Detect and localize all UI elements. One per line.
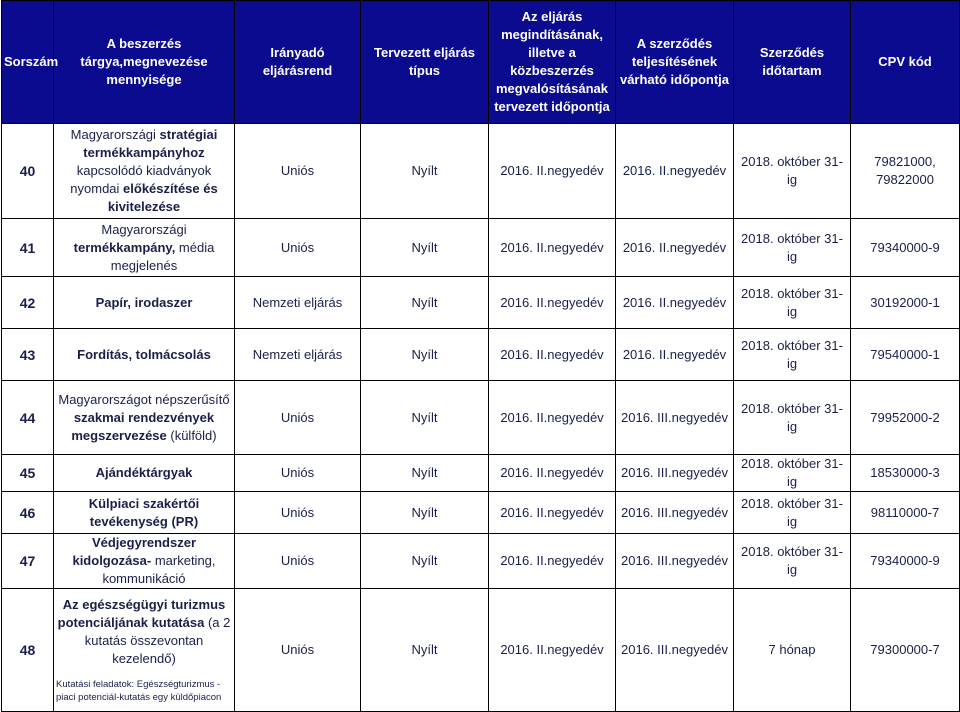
table-row [2,277,960,329]
row-cpv: 79540000-1 [851,329,960,381]
row-number: 43 [2,329,54,381]
description-part: Magyarországot népszerűsítő [58,391,230,407]
row-eljarasrend: Uniós [235,124,361,219]
header-teljesites: A szerződés teljesítésének várható időpontja [616,1,734,124]
row-number: 41 [2,219,54,277]
row-idotartam: 2018. október 31-ig [734,534,851,589]
table-row [2,219,960,277]
row-description [54,329,235,381]
row-cpv: 98110000-7 [851,492,960,534]
row-eljarasrend: Uniós [235,589,361,712]
header-cpv: CPV kód [851,1,960,124]
description-part: szakmai rendezvények megszervezése [71,409,215,443]
row-eljaras-tipus: Nyílt [361,492,489,534]
header-eljaras-tipus: Tervezett eljárás típus [361,1,489,124]
row-cpv: 79340000-9 [851,534,960,589]
description-part: Védjegyrendszer kidolgozása- [72,535,197,568]
row-teljesites: 2016. II.negyedév [616,277,734,329]
row-cpv: 79952000-2 [851,381,960,455]
row-idotartam: 2018. október 31-ig [734,219,851,277]
row-idotartam: 7 hónap [734,589,851,712]
row-inditas: 2016. II.negyedév [489,589,616,712]
row-number: 48 [2,589,54,712]
row-number: 44 [2,381,54,455]
row-cpv: 79821000, 79822000 [851,124,960,219]
table-row [2,589,960,712]
description-part: Magyarországi [70,127,160,142]
description-part: Ajándéktárgyak [95,465,193,480]
description-part: Fordítás, tolmácsolás [77,346,211,362]
procurement-table [1,0,960,712]
row-teljesites: 2016. II.negyedév [616,124,734,219]
description-part: termékkampány, [73,239,176,255]
table-row [2,534,960,589]
row-cpv: 79340000-9 [851,219,960,277]
row-inditas: 2016. II.negyedév [489,455,616,492]
table-row [2,329,960,381]
description-note: Kutatási feladatok: Egészségturizmus - piaci potenciál-kutatás egy küldőpiacon [56,679,222,703]
row-idotartam: 2018. október 31-ig [734,381,851,455]
row-eljarasrend: Uniós [235,534,361,589]
row-cpv: 30192000-1 [851,277,960,329]
row-eljarasrend: Uniós [235,455,361,492]
row-eljaras-tipus: Nyílt [361,534,489,589]
description-part: (külföld) [166,427,217,443]
row-number: 42 [2,277,54,329]
row-idotartam: 2018. október 31-ig [734,492,851,534]
description-part: stratégiai termékkampányhoz [83,127,218,160]
row-description [54,124,235,219]
row-inditas: 2016. II.negyedév [489,219,616,277]
row-cpv: 18530000-3 [851,455,960,492]
row-number: 45 [2,455,54,492]
description-part: Külpiaci szakértői tevékenység (PR) [88,495,200,529]
description-part: média megjelenés [110,239,215,273]
row-description [54,492,235,534]
row-eljaras-tipus: Nyílt [361,219,489,277]
row-inditas: 2016. II.negyedév [489,329,616,381]
row-cpv: 79300000-7 [851,589,960,712]
row-teljesites: 2016. III.negyedév [616,455,734,492]
row-description [54,455,235,492]
row-description [54,277,235,329]
row-eljarasrend: Uniós [235,492,361,534]
row-eljaras-tipus: Nyílt [361,589,489,712]
row-teljesites: 2016. III.negyedév [616,534,734,589]
row-eljarasrend: Uniós [235,381,361,455]
row-description [54,534,235,589]
row-eljaras-tipus: Nyílt [361,329,489,381]
row-idotartam: 2018. október 31-ig [734,329,851,381]
row-number: 46 [2,492,54,534]
row-inditas: 2016. II.negyedév [489,492,616,534]
description-part: Magyarországi [101,221,187,237]
description-part: Papír, irodaszer [95,294,193,310]
row-inditas: 2016. II.negyedév [489,534,616,589]
header-idotartam: Szerződés időtartam [734,1,851,124]
row-description [54,589,235,712]
row-inditas: 2016. II.negyedév [489,277,616,329]
header-targy: A beszerzés tárgya,megnevezése mennyisége [54,1,235,124]
description-part: kapcsolódó kiadványok nyomdai [70,163,212,196]
row-teljesites: 2016. III.negyedév [616,589,734,712]
row-teljesites: 2016. II.negyedév [616,329,734,381]
row-teljesites: 2016. III.negyedév [616,381,734,455]
header-inditas: Az eljárás megindításának, illetve a közbeszerzés megvalósításának tervezett időpontja [489,1,616,124]
row-idotartam: 2018. október 31-ig [734,124,851,219]
description-part: előkészítése és kivitelezése [107,181,218,214]
description-part: Az egészségügyi turizmus potenciáljának kutatása [57,597,226,630]
row-description [54,219,235,277]
table-row [2,124,960,219]
row-eljarasrend: Nemzeti eljárás [235,277,361,329]
row-idotartam: 2018. október 31-ig [734,455,851,492]
table-row [2,381,960,455]
row-eljaras-tipus: Nyílt [361,455,489,492]
row-inditas: 2016. II.negyedév [489,124,616,219]
row-eljarasrend: Uniós [235,219,361,277]
row-eljaras-tipus: Nyílt [361,124,489,219]
table-row [2,455,960,492]
table-row [2,492,960,534]
row-number: 47 [2,534,54,589]
row-number: 40 [2,124,54,219]
row-eljarasrend: Nemzeti eljárás [235,329,361,381]
row-description [54,381,235,455]
row-teljesites: 2016. II.negyedév [616,219,734,277]
header-row [2,1,960,124]
description-part: marketing, kommunikáció [102,553,216,586]
row-eljaras-tipus: Nyílt [361,277,489,329]
header-eljarasrend: Irányadó eljárásrend [235,1,361,124]
row-idotartam: 2018. október 31-ig [734,277,851,329]
row-eljaras-tipus: Nyílt [361,381,489,455]
row-inditas: 2016. II.negyedév [489,381,616,455]
description-part: (a 2 kutatás összevontan kezelendő) [84,615,231,666]
header-sorszam: Sorszám [2,1,54,124]
row-teljesites: 2016. III.negyedév [616,492,734,534]
